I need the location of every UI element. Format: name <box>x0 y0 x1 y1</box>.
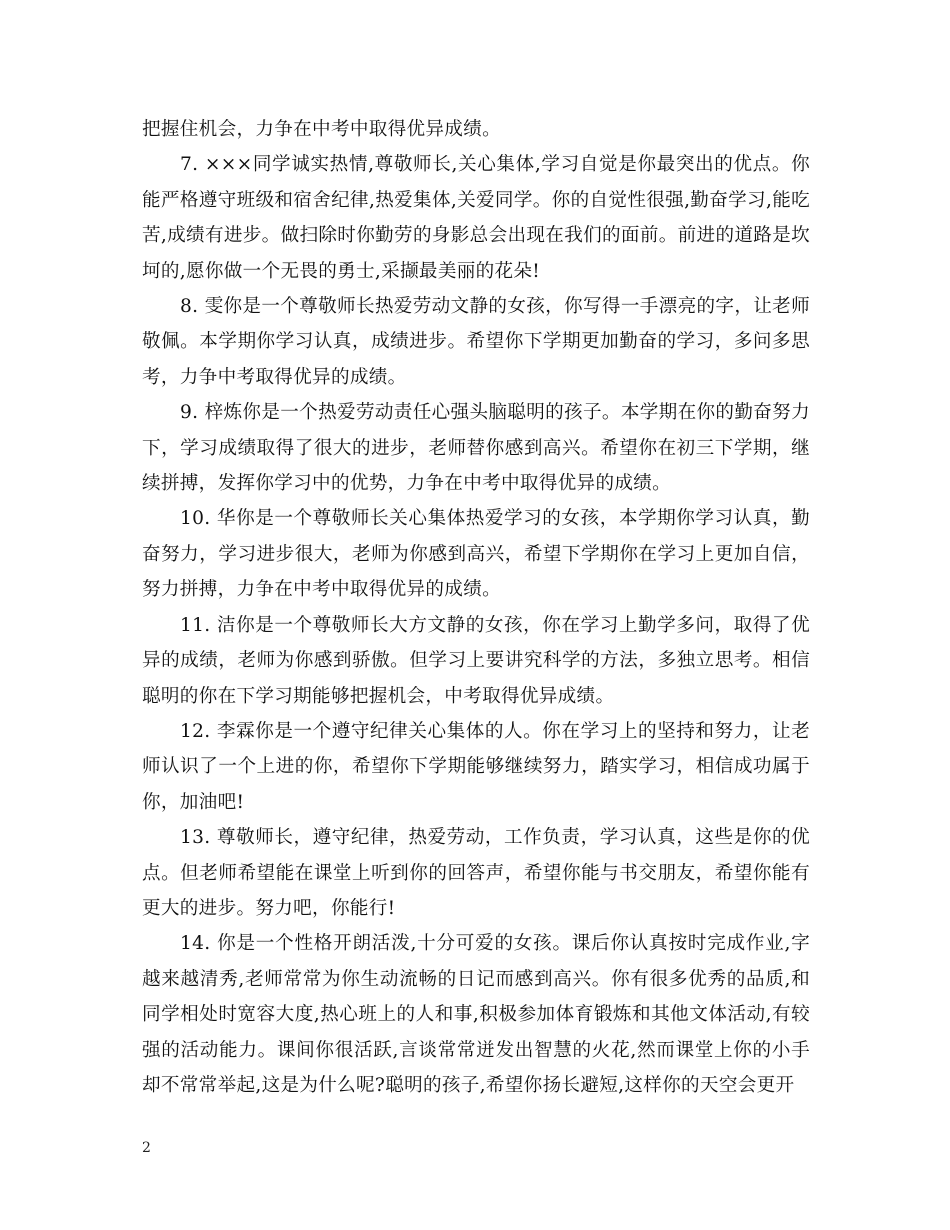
paragraph-comment-12: 12. 李霖你是一个遵守纪律关心集体的人。你在学习上的坚持和努力，让老师认识了一个上进的你，希望你下学期能够继续努力，踏实学习，相信成功属于你，加油吧! <box>142 720 810 813</box>
paragraph-continuation: 把握住机会，力争在中考中取得优异成绩。 <box>142 119 501 140</box>
paragraph-comment-11: 11. 洁你是一个尊敬师长大方文静的女孩，你在学习上勤学多问，取得了优异的成绩，老师为你感到骄傲。但学习上要讲究科学的方法，多独立思考。相信聪明的你在下学习期能够把握机会，中考取得优异成绩。 <box>142 614 810 707</box>
paragraph-comment-13: 13. 尊敬师长，遵守纪律，热爱劳动，工作负责，学习认真，这些是你的优点。但老师希望能在课堂上听到你的回答声，希望你能与书交朋友，希望你能有更大的进步。努力吧，你能行! <box>142 827 810 919</box>
paragraph-comment-7: 7. ×××同学诚实热情,尊敬师长,关心集体,学习自觉是你最突出的优点。你能严格遵守班级和宿舍纪律,热爱集体,关爱同学。你的自觉性很强,勤奋学习,能吃苦,成绩有进步。做扫除时你勤劳的身影总会出现在我们的面前。前进的道路是坎坷的,愿你做一个无畏的勇士,采撷最美丽的花朵! <box>142 154 810 282</box>
body-text <box>142 112 810 1103</box>
page-number: 2 <box>142 1140 151 1156</box>
paragraph-comment-8: 8. 雯你是一个尊敬师长热爱劳动文静的女孩，你写得一手漂亮的字，让老师敬佩。本学期你学习认真，成绩进步。希望你下学期更加勤奋的学习，多问多思考，力争中考取得优异的成绩。 <box>142 296 810 388</box>
paragraph-comment-9: 9. 梓炼你是一个热爱劳动责任心强头脑聪明的孩子。本学期在你的勤奋努力下，学习成绩取得了很大的进步，老师替你感到高兴。希望你在初三下学期，继续拼搏，发挥你学习中的优势，力争在中考中取得优异的成绩。 <box>142 402 810 495</box>
paragraph-comment-14: 14. 你是一个性格开朗活泼,十分可爱的女孩。课后你认真按时完成作业,字越来越清秀,老师常常为你生动流畅的日记而感到高兴。你有很多优秀的品质,和同学相处时宽容大度,热心班上的人和事,积极参加体育锻炼和其他文体活动,有较强的活动能力。课间你很活跃,言谈常常迸发出智慧的火花,然而课堂上你的小手却不常常举起,这是为什么呢?聪明的孩子,希望你扬长避短,这样你的天空会更开 <box>142 933 810 1096</box>
paragraph-comment-10: 10. 华你是一个尊敬师长关心集体热爱学习的女孩，本学期你学习认真，勤奋努力，学习进步很大，老师为你感到高兴，希望下学期你在学习上更加自信，努力拼搏，力争在中考中取得优异的成绩。 <box>142 508 810 601</box>
